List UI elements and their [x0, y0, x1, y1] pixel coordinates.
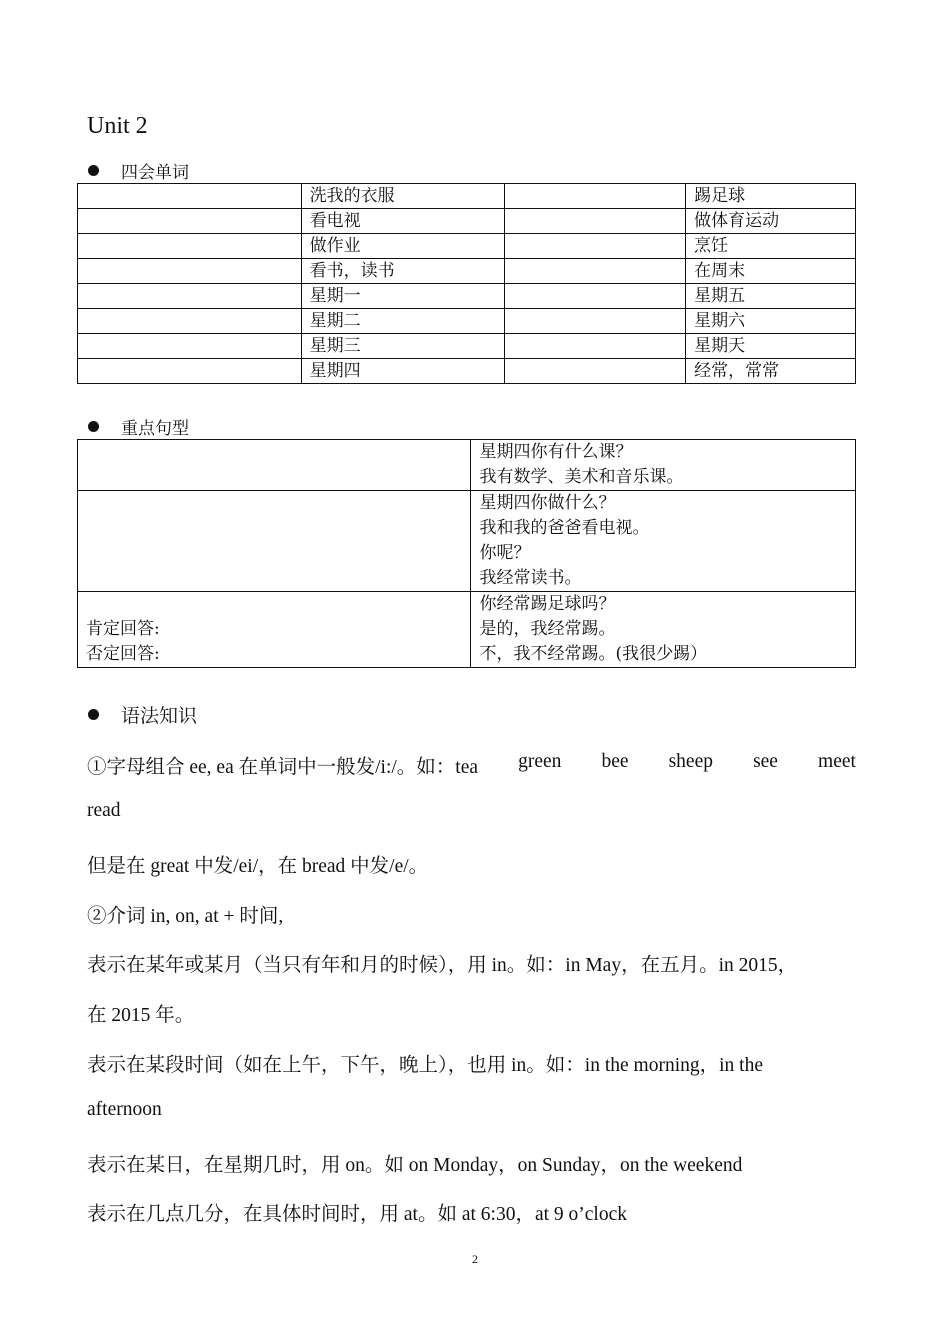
grammar-paragraph: 但是在 great 中发/ei/，在 bread 中发/e/。	[87, 856, 429, 877]
table-cell	[471, 491, 856, 592]
table-cell	[505, 359, 686, 384]
sentence-line: 我和我的爸爸看电视。	[479, 518, 650, 538]
table-row	[78, 234, 856, 259]
table-cell	[505, 209, 686, 234]
grammar-text: ①字母组合 ee, ea 在单词中一般发/i:/。如：tea	[87, 757, 479, 778]
negative-answer-label: 否定回答:	[86, 644, 160, 664]
table-cell: 做体育运动	[686, 209, 856, 234]
grammar-paragraph: 表示在某日，在星期几时，用 on。如 on Monday，on Sunday，on the weekend	[87, 1155, 743, 1176]
sentence-line: 星期四你有什么课？	[479, 442, 633, 462]
table-cell	[505, 184, 686, 209]
sentence-line: 是的，我经常踢。	[479, 619, 616, 639]
table-cell	[78, 592, 471, 668]
sentence-table	[77, 439, 856, 668]
table-cell	[505, 309, 686, 334]
table-cell: 做作业	[301, 234, 505, 259]
vocab-heading-text: 四会单词	[121, 163, 189, 183]
table-cell: 星期二	[301, 309, 505, 334]
table-cell	[78, 284, 302, 309]
table-cell	[505, 334, 686, 359]
table-cell	[78, 491, 471, 592]
sentence-line: 我有数学、美术和音乐课。	[479, 467, 684, 487]
table-row	[78, 592, 856, 668]
table-cell: 星期三	[301, 334, 505, 359]
table-cell: 洗我的衣服	[301, 184, 505, 209]
grammar-paragraph	[87, 751, 856, 779]
table-cell	[78, 440, 471, 491]
grammar-paragraph: 在 2015 年。	[87, 1005, 195, 1026]
positive-answer-label: 肯定回答:	[86, 619, 160, 639]
grammar-paragraph: afternoon	[87, 1099, 162, 1120]
sentence-line: 我经常读书。	[479, 568, 582, 588]
table-cell	[505, 284, 686, 309]
table-cell: 星期六	[686, 309, 856, 334]
sentence-heading-text: 重点句型	[121, 419, 189, 439]
page-number: 2	[472, 1252, 478, 1266]
grammar-paragraph: 表示在某段时间（如在上午，下午，晚上），也用 in。如：in the morning，in the	[87, 1055, 763, 1076]
grammar-heading-text: 语法知识	[121, 705, 198, 727]
vocab-table	[77, 183, 856, 384]
table-cell: 星期天	[686, 334, 856, 359]
table-row	[78, 209, 856, 234]
sentence-line: 不，我不经常踢。(我很少踢）	[479, 644, 708, 664]
example-word: meet	[818, 751, 856, 772]
table-cell	[78, 184, 302, 209]
vocab-heading	[88, 158, 189, 183]
table-row	[78, 440, 856, 491]
table-row	[78, 184, 856, 209]
sentence-line: 你经常踢足球吗？	[479, 594, 616, 614]
example-word: see	[753, 751, 778, 772]
table-cell: 星期五	[686, 284, 856, 309]
bullet-icon	[88, 165, 99, 176]
table-row	[78, 491, 856, 592]
table-cell	[78, 359, 302, 384]
example-word: green	[518, 751, 562, 772]
grammar-paragraph: 表示在某年或某月（当只有年和月的时候），用 in。如：in May，在五月。in 2015，	[87, 955, 798, 976]
table-cell	[78, 259, 302, 284]
table-row	[78, 284, 856, 309]
grammar-paragraph: 表示在几点几分，在具体时间时，用 at。如 at 6:30，at 9 o’clock	[87, 1204, 627, 1225]
grammar-heading	[88, 701, 197, 728]
table-cell	[78, 234, 302, 259]
table-row	[78, 359, 856, 384]
bullet-icon	[88, 709, 99, 720]
sentence-line: 星期四你做什么？	[479, 493, 616, 513]
table-cell	[505, 234, 686, 259]
sentence-heading	[88, 414, 189, 439]
grammar-paragraph: read	[87, 800, 121, 821]
table-cell: 看电视	[301, 209, 505, 234]
table-cell: 烹饪	[686, 234, 856, 259]
bullet-icon	[88, 421, 99, 432]
table-cell: 踢足球	[686, 184, 856, 209]
table-cell: 在周末	[686, 259, 856, 284]
table-row	[78, 259, 856, 284]
table-cell	[471, 440, 856, 491]
table-row	[78, 334, 856, 359]
table-cell	[78, 309, 302, 334]
table-row	[78, 309, 856, 334]
table-cell: 星期一	[301, 284, 505, 309]
table-cell	[78, 334, 302, 359]
table-cell	[78, 209, 302, 234]
unit-title: Unit 2	[87, 113, 148, 139]
table-cell	[505, 259, 686, 284]
grammar-paragraph: ②介词 in, on, at + 时间,	[87, 906, 284, 927]
table-cell: 星期四	[301, 359, 505, 384]
table-cell: 看书，读书	[301, 259, 505, 284]
example-word: sheep	[668, 751, 713, 772]
sentence-line: 你呢？	[479, 543, 531, 563]
example-word: bee	[601, 751, 629, 772]
table-cell	[471, 592, 856, 668]
table-cell: 经常，常常	[686, 359, 856, 384]
